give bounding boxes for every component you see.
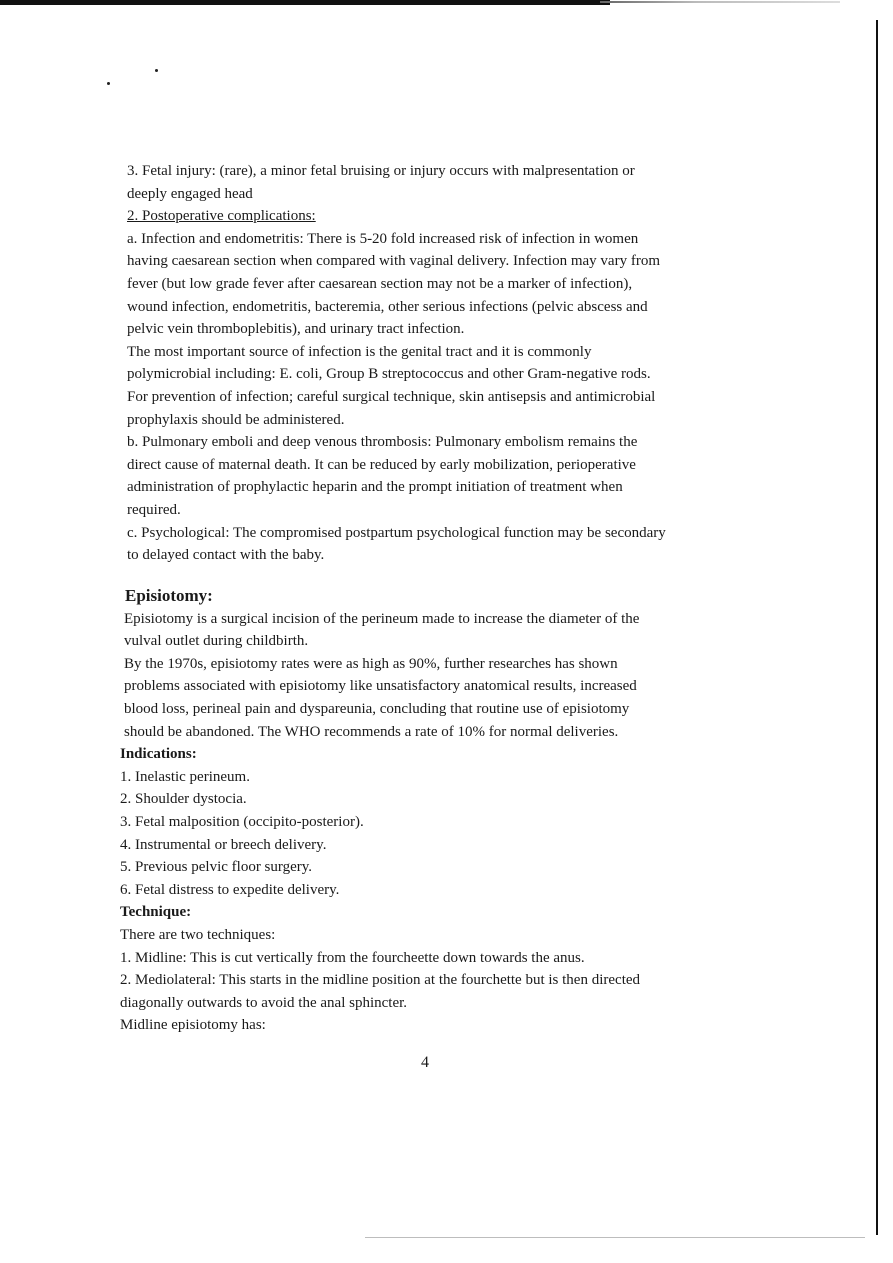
text-line: should be abandoned. The WHO recommends a rate of 10% for normal deliveries. — [124, 723, 619, 740]
text-line: direct cause of maternal death. It can be reduced by early mobilization, perioperative — [127, 456, 636, 473]
text-line: to delayed contact with the baby. — [127, 547, 325, 564]
list-item: 2. Shoulder dystocia. — [120, 791, 247, 808]
list-item: 1. Midline: This is cut vertically from the fourcheette down towards the anus. — [120, 949, 585, 966]
scan-top-border-faint — [600, 1, 840, 3]
text-line: There are two techniques: — [120, 927, 276, 943]
episiotomy-indications — [120, 743, 743, 901]
text-line: 3. Fetal injury: (rare), a minor fetal bruising or injury occurs with malpresentation or — [127, 163, 635, 179]
text-line: blood loss, perineal pain and dyspareunia, concluding that routine use of episiotomy — [124, 701, 630, 718]
episiotomy-heading: Episiotomy: — [125, 585, 213, 605]
list-item: 4. Instrumental or breech delivery. — [120, 836, 327, 853]
page-number: 4 — [421, 1054, 429, 1071]
scan-speck — [155, 69, 158, 72]
text-line: fever (but low grade fever after caesarean section may not be a marker of infection), — [127, 275, 633, 292]
episiotomy-definition — [124, 608, 743, 744]
text-line: problems associated with episiotomy like unsatisfactory anatomical results, increased — [124, 678, 637, 695]
scan-right-edge — [876, 20, 878, 1235]
text-line: administration of prophylactic heparin and the prompt initiation of treatment when — [127, 479, 623, 496]
text-line: prophylaxis should be administered. — [127, 411, 345, 428]
text-line: By the 1970s, episiotomy rates were as high as 90%, further researches has shown — [124, 655, 618, 672]
episiotomy-technique — [120, 901, 743, 1037]
text-line: Midline episiotomy has: — [120, 1017, 266, 1034]
text-line: b. Pulmonary emboli and deep venous thrombosis: Pulmonary embolism remains the — [127, 434, 638, 451]
technique-heading: Technique: — [120, 904, 192, 921]
text-line: The most important source of infection is the genital tract and it is commonly — [127, 343, 592, 360]
text-line: pelvic vein thromboplebitis), and urinary tract infection. — [127, 321, 465, 338]
list-item: 6. Fetal distress to expedite delivery. — [120, 881, 340, 898]
text-line: deeply engaged head — [127, 185, 253, 202]
text-line: diagonally outwards to avoid the anal sphincter. — [120, 994, 408, 1011]
list-item: 3. Fetal malposition (occipito-posterior). — [120, 814, 364, 831]
list-item: 2. Mediolateral: This starts in the midline position at the fourchette but is then directed — [120, 972, 641, 989]
list-item: 1. Inelastic perineum. — [120, 768, 250, 785]
text-line: For prevention of infection; careful surgical technique, skin antisepsis and antimicrobial — [127, 388, 656, 405]
section-gap — [118, 567, 743, 584]
text-line: a. Infection and endometritis: There is 5-20 fold increased risk of infection in women — [127, 230, 639, 247]
list-item: 5. Previous pelvic floor surgery. — [120, 859, 313, 876]
postoperative-heading: 2. Postoperative complications: — [127, 208, 316, 225]
text-line: having caesarean section when compared with vaginal delivery. Infection may vary from — [127, 253, 660, 270]
scan-speck — [107, 82, 110, 85]
indications-heading: Indications: — [120, 746, 197, 763]
text-line: polymicrobial including: E. coli, Group B streptococcus and other Gram-negative rods. — [127, 366, 651, 383]
text-line: Episiotomy is a surgical incision of the perineum made to increase the diameter of the — [124, 610, 640, 627]
text-line: vulval outlet during childbirth. — [124, 633, 309, 650]
scan-bottom-line — [365, 1237, 865, 1238]
page-content — [118, 160, 743, 1037]
text-line: wound infection, endometritis, bacteremia, other serious infections (pelvic abscess and — [127, 298, 648, 315]
complications-continued — [127, 160, 743, 567]
text-line: c. Psychological: The compromised postpartum psychological function may be secondary — [127, 524, 666, 541]
scan-top-border — [0, 0, 610, 5]
text-line: required. — [127, 501, 181, 518]
